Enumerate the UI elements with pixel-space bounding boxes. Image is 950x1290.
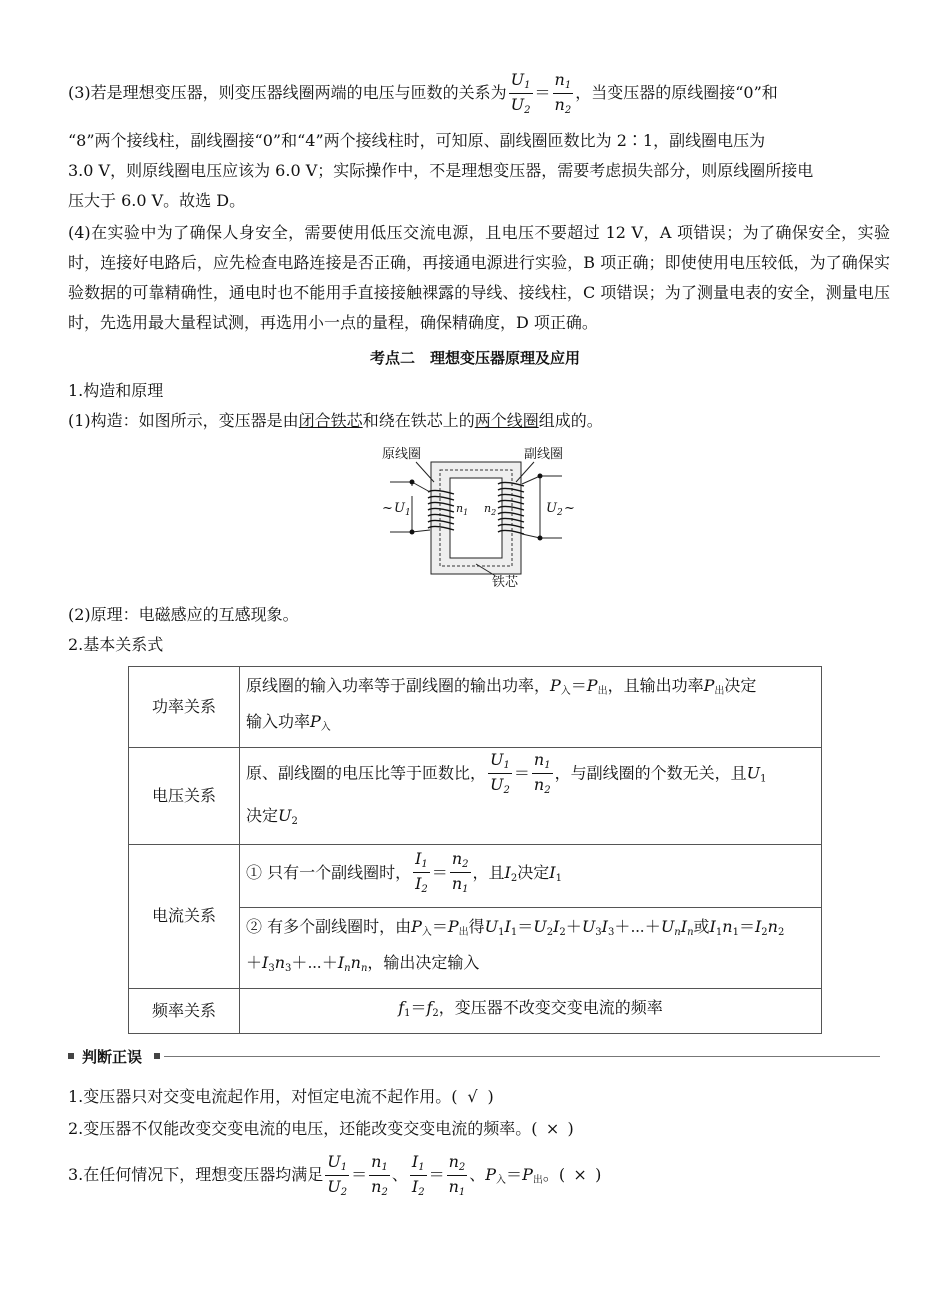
current-single-value: ① 只有一个副线圈时， $\frac{I_1}{I_2}$ ＝ $\frac{n_2}{n_1}$ ，且$I_2$决定$I_1$ — [240, 844, 822, 907]
table-row — [129, 748, 822, 845]
frequency-key: 频率关系 — [129, 988, 240, 1033]
voltage-value: 原、副线圈的电压比等于匝数比， $\frac{U_1}{U_2}$ ＝ $\frac{n_1}{n_2}$ ，与副线圈的个数无关，且$U_1$ 决定$U_2$ — [240, 748, 822, 845]
voltage-ratio-fraction: $\frac{U_1}{U_2}$ — [510, 69, 531, 116]
table-row — [129, 988, 822, 1033]
power-key: 功率关系 — [129, 667, 240, 748]
frequency-value: $f_1=f_2$，变压器不改变交变电流的频率 — [240, 988, 822, 1033]
secondary-voltage-label: $U_2$ — [546, 501, 563, 518]
closed-core-term: 闭合铁芯 — [298, 411, 363, 430]
para-3: (3)若是理想变压器，则变压器线圈两端的电压与匝数的关系为 $\frac{U_1}{U_2}$ ＝ $\frac{n_1}{n_2}$ ，当变压器的原线圈接“0”和 — [68, 69, 778, 116]
judge-answer-1: √ — [467, 1087, 478, 1106]
primary-coil-label: 原线圈 — [382, 447, 422, 462]
relation-table — [128, 666, 822, 1034]
secondary-turns-label: $n_2$ — [484, 502, 497, 517]
power-value: 原线圈的输入功率等于副线圈的输出功率，$P_入=P_出$，且输出功率$P_出$决定 输入功率$P_入$ — [240, 667, 822, 748]
construction-text: (1)构造：如图所示，变压器是由闭合铁芯和绕在铁芯上的两个线圈组成的。 — [68, 411, 603, 430]
table-row — [129, 667, 822, 748]
primary-voltage-label: $U_1$ — [394, 501, 411, 518]
judge-answer-2: × — [545, 1119, 560, 1138]
voltage-key: 电压关系 — [129, 748, 240, 845]
svg-text:~: ~ — [382, 501, 393, 516]
two-coils-term: 两个线圈 — [474, 411, 539, 430]
section-1-title: 1.构造和原理 — [68, 381, 164, 400]
judge-section-header — [68, 1046, 880, 1068]
table-row — [129, 844, 822, 907]
section-heading: 考点二 理想变压器原理及应用 — [369, 349, 580, 367]
current-key: 电流关系 — [129, 844, 240, 988]
svg-text:~: ~ — [564, 501, 575, 516]
turns-ratio-fraction: $\frac{n_1}{n_2}$ — [554, 69, 572, 116]
current-multiple-value: ② 有多个副线圈时，由$P_入=P_出$得$U_1I_1=U_2I_2+U_3I_3+\cdots+U_nI_n$或$I_1n_1=I_2n_2$ $+I_3n_3+\cdots+I_nn_n$，输出决定输入 — [240, 907, 822, 988]
secondary-coil-label: 副线圈 — [524, 447, 564, 462]
judge-answer-3: × — [573, 1165, 587, 1184]
para-4: (4)在实验中为了确保人身安全，需要使用低压交流电源，且电压不要超过 12 V，A 项错误；为了确保安全，实验时，连接好电路后，应先检查电路连接是否正确，再接通电源进行实验，B 项正确；即使使用电压较低，为了确保实验数据的可靠精确性，通电时也不能用手直接接触裸露的导线、接线柱，C 项错误；为了测量电表的安全，测量电压时，先选用最大量程试测，再选用小一点的量程，确保精确度，D 项正确。 — [68, 223, 890, 332]
principle-text: (2)原理：电磁感应的互感现象。 — [68, 605, 299, 624]
judge-item-2: 2.变压器不仅能改变交变电流的电压，还能改变交变电流的频率。( × ) — [68, 1114, 890, 1144]
transformer-diagram — [376, 440, 576, 600]
section-2-title: 2.基本关系式 — [68, 635, 164, 654]
core-label: 铁芯 — [492, 575, 519, 590]
primary-turns-label: $n_1$ — [456, 502, 469, 517]
para-3-body: “8”两个接线柱，副线圈接“0”和“4”两个接线柱时，可知原、副线圈匝数比为 2∶1，副线圈电压为 3.0 V，则原线圈电压应该为 6.0 V；实际操作中，不是理想变压器，需要考虑损失部分，则原线圈所接电 压大于 6.0 V。故选 D。 — [68, 131, 814, 210]
judge-item-1: 1.变压器只对交变电流起作用，对恒定电流不起作用。( √ ) — [68, 1082, 890, 1112]
judge-item-3: 3.在任何情况下，理想变压器均满足 $\frac{U_1}{U_2}$ ＝ $\frac{n_1}{n_2}$ 、 $\frac{I_1}{I_2}$ ＝ $\frac{n_2}{n_1}$ 、$P_入=P_出$。( × ) — [68, 1148, 890, 1208]
judge-title: 判断正误 — [82, 1048, 143, 1066]
